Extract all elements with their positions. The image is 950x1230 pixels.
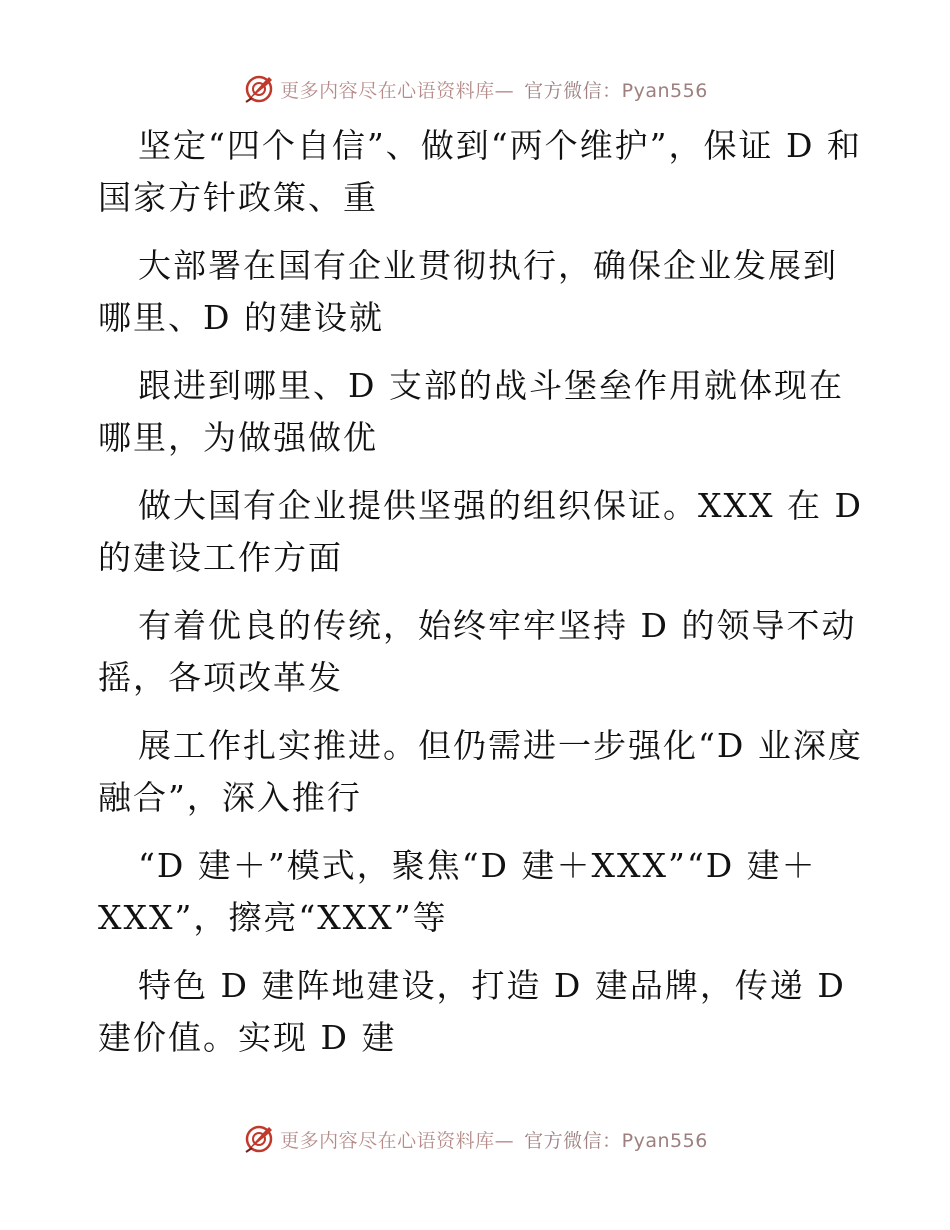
watermark-footer: [0, 1122, 950, 1156]
watermark-wechat: 官方微信：Pyan556: [524, 79, 708, 102]
watermark-wechat: 官方微信：Pyan556: [524, 1129, 708, 1152]
quill-logo-icon: [242, 1122, 276, 1156]
document-body: [98, 120, 868, 1080]
paragraph: 坚定“四个自信”、做到“两个维护”，保证 D 和国家方针政策、重: [98, 126, 862, 217]
watermark-text: 更多内容尽在心语资料库—: [280, 1129, 515, 1152]
paragraph: 有着优良的传统，始终牢牢坚持 D 的领导不动摇，各项改革发: [98, 606, 857, 697]
paragraph: 特色 D 建阵地建设，打造 D 建品牌，传递 D 建价值。实现 D 建: [98, 966, 846, 1057]
paragraph: 展工作扎实推进。但仍需进一步强化“D 业深度融合”，深入推行: [98, 726, 863, 817]
paragraph: 大部署在国有企业贯彻执行，确保企业发展到哪里、D 的建设就: [98, 246, 838, 337]
watermark-header: [0, 72, 950, 106]
quill-logo-icon: [242, 72, 276, 106]
paragraph: 跟进到哪里、D 支部的战斗堡垒作用就体现在哪里，为做强做优: [98, 366, 844, 457]
paragraph: “D 建＋”模式，聚焦“D 建＋XXX”“D 建＋XXX”，擦亮“XXX”等: [98, 846, 817, 937]
paragraph: 做大国有企业提供坚强的组织保证。XXX 在 D 的建设工作方面: [98, 486, 863, 577]
watermark-text: 更多内容尽在心语资料库—: [280, 79, 515, 102]
